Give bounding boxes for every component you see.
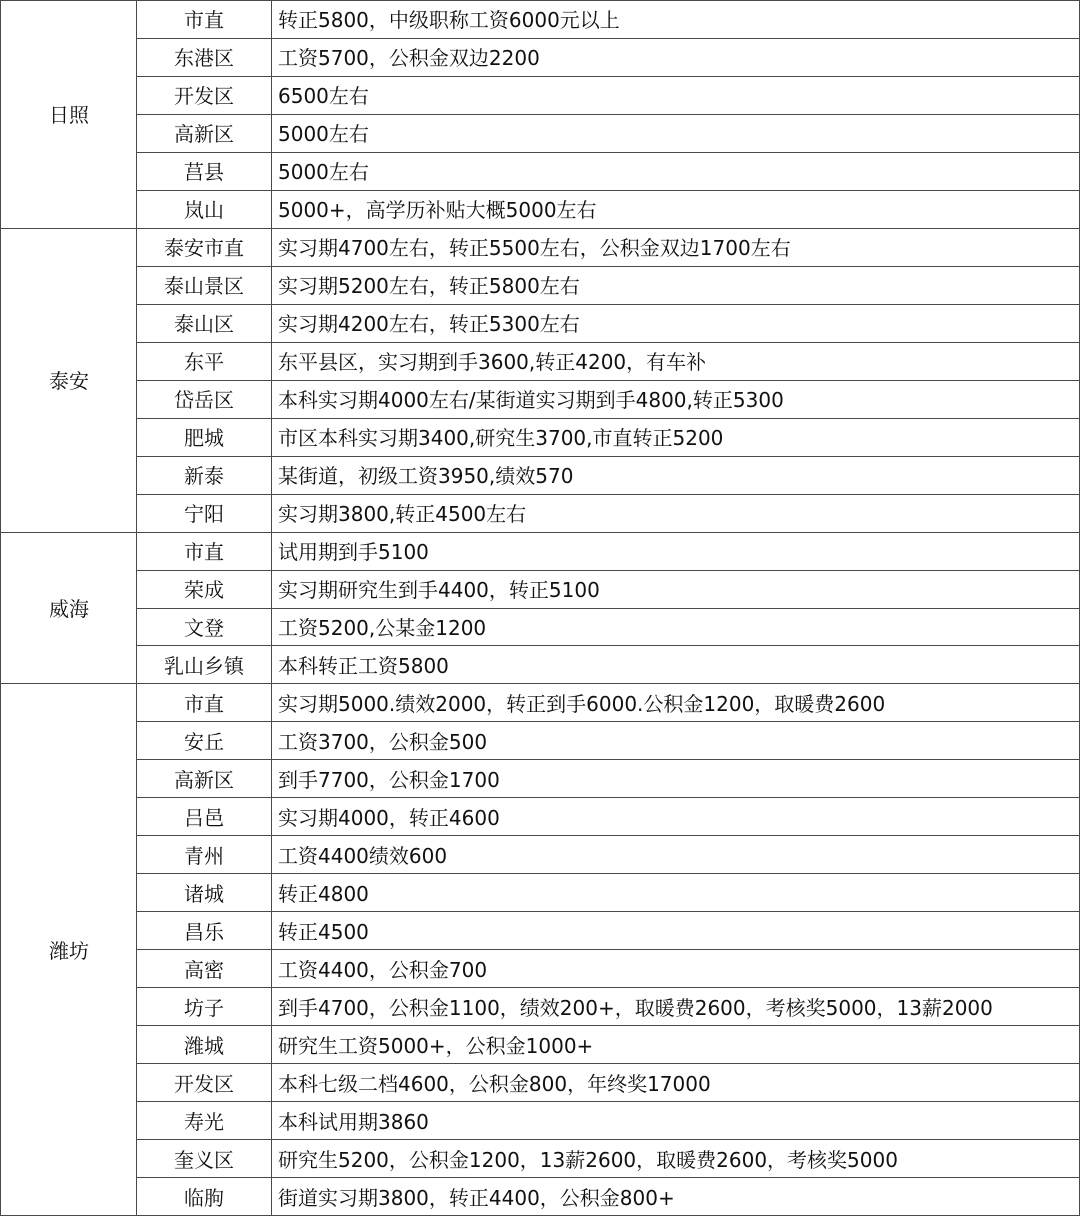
district-cell: 高密 <box>184 957 224 982</box>
row-divider <box>136 949 1080 950</box>
row-divider <box>136 1063 1080 1064</box>
salary-detail-cell: 5000+，高学历补贴大概5000左右 <box>278 198 597 223</box>
salary-detail-cell: 实习期4700左右，转正5500左右，公积金双边1700左右 <box>278 236 791 261</box>
row-divider <box>136 835 1080 836</box>
district-cell: 市直 <box>184 8 224 33</box>
salary-detail-cell: 本科试用期3860 <box>278 1109 429 1134</box>
salary-detail-cell: 试用期到手5100 <box>278 540 429 565</box>
city-cell: 威海 <box>49 597 89 621</box>
row-divider <box>136 645 1080 646</box>
salary-detail-cell: 实习期5200左右，转正5800左右 <box>278 274 580 299</box>
row-divider <box>136 570 1080 571</box>
salary-detail-cell: 实习期4000，转正4600 <box>278 805 500 830</box>
salary-detail-cell: 本科七级二档4600，公积金800，年终奖17000 <box>278 1071 711 1096</box>
salary-detail-cell: 市区本科实习期3400,研究生3700,市直转正5200 <box>278 426 724 451</box>
district-cell: 安丘 <box>184 729 224 754</box>
row-divider <box>136 873 1080 874</box>
district-cell: 东港区 <box>174 46 234 71</box>
salary-detail-cell: 研究生工资5000+，公积金1000+ <box>278 1033 594 1058</box>
row-divider <box>136 380 1080 381</box>
row-divider <box>136 456 1080 457</box>
district-cell: 东平 <box>184 350 224 375</box>
row-divider <box>136 494 1080 495</box>
row-divider <box>136 304 1080 305</box>
row-divider <box>136 418 1080 419</box>
salary-detail-cell: 到手4700，公积金1100，绩效200+，取暖费2600，考核奖5000，13薪2000 <box>278 995 993 1020</box>
row-divider <box>136 1177 1080 1178</box>
row-divider <box>136 1101 1080 1102</box>
district-cell: 泰山区 <box>174 312 234 337</box>
district-cell: 泰安市直 <box>164 236 244 261</box>
district-cell: 青州 <box>184 843 224 868</box>
row-divider <box>136 608 1080 609</box>
salary-detail-cell: 工资3700，公积金500 <box>278 729 488 754</box>
salary-detail-cell: 实习期5000.绩效2000，转正到手6000.公积金1200，取暖费2600 <box>278 691 886 716</box>
salary-detail-cell: 工资5700，公积金双边2200 <box>278 46 540 71</box>
salary-detail-cell: 本科实习期4000左右/某街道实习期到手4800,转正5300 <box>278 388 784 413</box>
district-cell: 昌乐 <box>184 919 224 944</box>
district-cell: 荣成 <box>184 578 224 603</box>
district-cell: 市直 <box>184 691 224 716</box>
district-cell: 吕邑 <box>184 805 224 830</box>
salary-detail-cell: 实习期研究生到手4400，转正5100 <box>278 578 600 603</box>
salary-detail-cell: 研究生5200，公积金1200，13薪2600，取暖费2600，考核奖5000 <box>278 1147 898 1172</box>
salary-detail-cell: 转正4500 <box>278 919 369 944</box>
district-cell: 新泰 <box>184 464 224 489</box>
district-cell: 高新区 <box>174 122 234 147</box>
district-cell: 诸城 <box>184 881 224 906</box>
row-divider <box>136 38 1080 39</box>
district-cell: 潍城 <box>184 1033 224 1058</box>
row-divider <box>136 1139 1080 1140</box>
row-divider <box>136 721 1080 722</box>
district-cell: 开发区 <box>174 1071 234 1096</box>
salary-detail-cell: 实习期3800,转正4500左右 <box>278 502 527 527</box>
district-cell: 临朐 <box>184 1185 224 1210</box>
salary-detail-cell: 本科转正工资5800 <box>278 653 449 678</box>
row-divider <box>136 342 1080 343</box>
city-cell: 日照 <box>49 103 89 128</box>
district-cell: 奎义区 <box>174 1147 234 1172</box>
district-cell: 乳山乡镇 <box>164 653 244 678</box>
row-divider <box>136 76 1080 77</box>
row-divider <box>136 987 1080 988</box>
salary-detail-cell: 5000左右 <box>278 122 369 147</box>
city-cell: 泰安 <box>49 369 89 394</box>
salary-detail-cell: 转正4800 <box>278 881 369 906</box>
salary-detail-cell: 工资4400，公积金700 <box>278 957 488 982</box>
district-cell: 高新区 <box>174 767 234 792</box>
row-divider <box>136 911 1080 912</box>
district-cell: 市直 <box>184 540 224 565</box>
district-cell: 岱岳区 <box>174 388 234 413</box>
salary-detail-cell: 5000左右 <box>278 160 369 185</box>
salary-detail-cell: 转正5800，中级职称工资6000元以上 <box>278 8 620 33</box>
district-cell: 宁阳 <box>184 502 224 527</box>
salary-detail-cell: 街道实习期3800，转正4400，公积金800+ <box>278 1185 675 1210</box>
salary-detail-cell: 6500左右 <box>278 84 369 109</box>
salary-detail-cell: 某街道，初级工资3950,绩效570 <box>278 464 574 489</box>
row-divider <box>136 190 1080 191</box>
row-divider <box>136 759 1080 760</box>
salary-detail-cell: 东平县区，实习期到手3600,转正4200，有车补 <box>278 350 707 375</box>
row-divider <box>136 797 1080 798</box>
row-divider <box>136 114 1080 115</box>
row-divider <box>136 1025 1080 1026</box>
salary-detail-cell: 到手7700，公积金1700 <box>278 767 500 792</box>
city-cell: 潍坊 <box>49 938 89 963</box>
row-divider <box>136 266 1080 267</box>
district-cell: 文登 <box>184 615 224 640</box>
district-cell: 莒县 <box>184 160 224 185</box>
district-cell: 寿光 <box>184 1109 224 1134</box>
salary-detail-cell: 工资4400绩效600 <box>278 843 448 868</box>
row-divider <box>136 152 1080 153</box>
district-cell: 岚山 <box>184 198 224 223</box>
salary-detail-cell: 实习期4200左右，转正5300左右 <box>278 312 580 337</box>
district-cell: 开发区 <box>174 84 234 109</box>
salary-detail-cell: 工资5200,公某金1200 <box>278 615 487 640</box>
district-cell: 泰山景区 <box>164 274 244 299</box>
district-cell: 肥城 <box>184 426 224 451</box>
district-cell: 坊子 <box>184 995 224 1020</box>
